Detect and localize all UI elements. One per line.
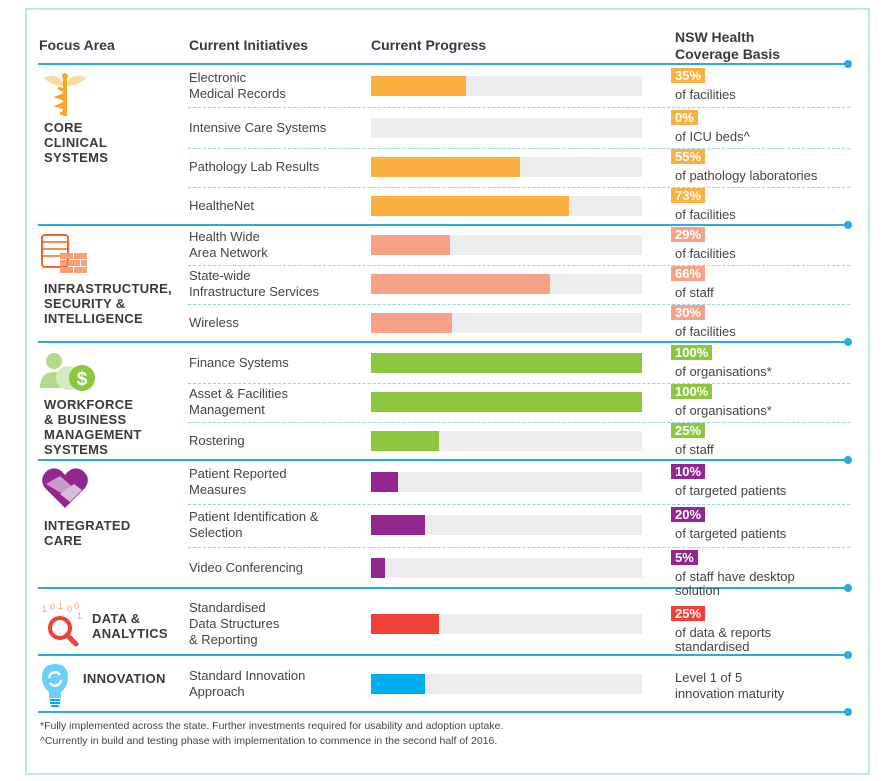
initiative-name [189,120,326,136]
coverage-basis-line: of ICU beds^ [675,129,750,144]
server-firewall-icon [40,233,90,283]
caduceus-icon [40,70,90,125]
focus-area-line: CORE [44,120,83,135]
divider-dot [844,708,852,716]
focus-area-line: SECURITY & [44,296,126,311]
row-divider [188,107,850,108]
initiative-name [189,668,305,700]
focus-area-line: SYSTEMS [44,442,109,457]
progress-bar [371,392,642,412]
coverage-badge: 55% [671,149,705,164]
coverage-badge: 100% [671,345,712,360]
coverage-badge: 30% [671,305,705,320]
coverage-badge: 25% [671,606,705,621]
divider-dot [844,584,852,592]
coverage-basis-line: of staff [675,285,714,300]
coverage-badge: 66% [671,266,705,281]
svg-text:0: 0 [50,602,56,612]
progress-bar [371,353,642,373]
coverage-basis [675,484,786,498]
svg-text:0: 0 [74,602,80,611]
initiative-line: Asset & Facilities [189,386,288,401]
row-divider [188,148,850,149]
progress-fill [371,196,569,216]
coverage-badge: 35% [671,68,705,83]
initiative-line: Approach [189,684,245,699]
coverage-basis-line: Level 1 of 5 [675,670,743,685]
coverage-basis [675,626,771,654]
initiative-name [189,315,239,331]
focus-area-line: DATA & [92,611,141,626]
svg-text:$: $ [76,369,88,390]
svg-text:0: 0 [67,604,73,614]
focus-area-label [44,518,131,548]
initiative-name [189,560,303,576]
coverage-badge: 73% [671,188,705,203]
coverage-badge: 10% [671,464,705,479]
initiative-name [189,198,254,214]
progress-fill [371,558,385,578]
coverage-basis [675,88,736,102]
row-divider [188,304,850,305]
people-dollar-icon [38,352,96,399]
initiative-line: Standard Innovation [189,668,306,683]
progress-fill [371,472,398,492]
header-progress: Current Progress [371,37,487,53]
initiative-name [189,159,319,175]
initiative-line: Patient Reported [189,466,287,481]
coverage-badge: 100% [671,384,712,399]
section-divider [38,711,848,713]
initiative-line: Selection [189,525,243,540]
initiative-line: Video Conferencing [189,560,303,575]
svg-text:1: 1 [77,611,83,621]
divider-dot [844,60,852,68]
header-focus-area: Focus Area [39,37,115,53]
section-divider [38,341,848,343]
row-divider [188,504,850,505]
progress-fill [371,431,439,451]
progress-bar [371,674,642,694]
coverage-basis-line: of facilities [675,324,736,339]
coverage-basis-line: of staff [675,442,714,457]
coverage-basis-line: of facilities [675,87,736,102]
coverage-badge: 0% [671,110,698,125]
progress-fill [371,274,550,294]
initiative-line: Electronic [189,70,247,85]
progress-bar [371,614,642,634]
focus-area-line: INNOVATION [83,671,166,686]
coverage-basis [675,670,784,702]
magnifier-data-icon [40,602,86,657]
initiative-line: HealtheNet [189,198,255,213]
coverage-badge: 29% [671,227,705,242]
initiative-line: Medical Records [189,86,286,101]
coverage-basis-line: innovation maturity [675,686,785,701]
coverage-basis-line: of pathology laboratories [675,168,818,183]
focus-area-line: WORKFORCE [44,397,134,412]
header-coverage [675,29,780,63]
header-coverage-line1: NSW Health [675,29,755,45]
footnote-asterisk: *Fully implemented across the state. Further investments required for usability and adoption uptake. [40,720,504,732]
svg-text:1: 1 [58,602,64,611]
progress-bar [371,196,642,216]
row-divider [188,187,850,188]
coverage-badge: 25% [671,423,705,438]
progress-fill [371,515,425,535]
lightbulb-icon [40,662,70,713]
coverage-basis [675,325,736,339]
initiative-line: Standardised [189,600,266,615]
initiative-line: Data Structures [189,616,280,631]
initiative-line: Health Wide [189,229,260,244]
focus-area-line: & BUSINESS [44,412,127,427]
initiative-line: State-wide [189,268,251,283]
focus-area-line: CLINICAL [44,135,108,150]
svg-text:1: 1 [42,604,48,614]
coverage-basis [675,286,714,300]
focus-area-line: INFRASTRUCTURE, [44,281,172,296]
initiative-name [189,600,279,648]
coverage-basis [675,365,772,379]
coverage-basis-line: of targeted patients [675,483,787,498]
initiative-name [189,386,288,418]
coverage-basis [675,130,750,144]
initiative-name [189,466,287,498]
header-coverage-line2: Coverage Basis [675,46,781,62]
row-divider [188,422,850,423]
focus-area-label [44,281,172,326]
initiative-name [189,355,289,371]
focus-area-line: INTEGRATED [44,518,131,533]
header-initiatives: Current Initiatives [189,37,309,53]
coverage-basis-line: of organisations* [675,403,772,418]
divider-dot [844,221,852,229]
coverage-basis-line: of facilities [675,246,736,261]
focus-area-label [44,397,142,457]
coverage-basis-line: of organisations* [675,364,772,379]
focus-area-label [83,671,166,686]
coverage-basis [675,404,772,418]
initiative-name [189,433,245,449]
row-divider [188,547,850,548]
initiative-line: Finance Systems [189,355,289,370]
initiative-line: Measures [189,482,247,497]
progress-fill [371,235,450,255]
progress-bar [371,76,642,96]
progress-bar [371,472,642,492]
progress-fill [371,76,466,96]
initiative-line: & Reporting [189,632,258,647]
progress-fill [371,353,642,373]
coverage-basis-line: of targeted patients [675,526,787,541]
coverage-basis [675,208,736,222]
progress-bar [371,235,642,255]
focus-area-line: CARE [44,533,83,548]
initiative-line: Intensive Care Systems [189,120,327,135]
progress-bar [371,431,642,451]
coverage-basis-line: of data & reports [675,625,772,640]
progress-fill [371,392,642,412]
initiative-line: Management [189,402,265,417]
progress-bar [371,558,642,578]
progress-bar [371,274,642,294]
progress-bar [371,157,642,177]
coverage-basis-line: of staff have desktop [675,569,795,584]
initiative-line: Infrastructure Services [189,284,320,299]
initiative-name [189,268,319,300]
initiative-line: Patient Identification & [189,509,319,524]
coverage-basis [675,247,736,261]
divider-dot [844,338,852,346]
coverage-basis [675,443,714,457]
coverage-basis [675,570,795,598]
focus-area-line: SYSTEMS [44,150,109,165]
progress-fill [371,157,520,177]
initiative-line: Area Network [189,245,268,260]
coverage-basis [675,527,786,541]
section-divider [38,224,848,226]
coverage-badge: 20% [671,507,705,522]
initiative-line: Wireless [189,315,239,330]
focus-area-line: ANALYTICS [92,626,168,641]
divider-dot [844,456,852,464]
progress-fill [371,313,452,333]
coverage-badge: 5% [671,550,698,565]
initiative-name [189,229,268,261]
focus-area-line: MANAGEMENT [44,427,142,442]
progress-fill [371,614,439,634]
footnote-caret: ^Currently in build and testing phase with implementation to commence in the second half of 2016. [40,735,498,747]
section-divider [38,459,848,461]
coverage-basis-line: solution [675,583,720,598]
initiative-name [189,70,286,102]
progress-bar [371,313,642,333]
section-divider [38,654,848,656]
coverage-basis-line: of facilities [675,207,736,222]
coverage-basis-line: standardised [675,639,750,654]
row-divider [188,265,850,266]
progress-bar [371,118,642,138]
initiative-name [189,509,318,541]
focus-area-label [44,120,108,165]
handshake-heart-icon [40,466,90,516]
initiative-line: Rostering [189,433,245,448]
divider-dot [844,651,852,659]
progress-fill [371,674,425,694]
section-divider [38,63,848,65]
focus-area-line: INTELLIGENCE [44,311,143,326]
row-divider [188,383,850,384]
coverage-basis [675,169,817,183]
progress-bar [371,515,642,535]
focus-area-label [92,611,168,641]
initiative-line: Pathology Lab Results [189,159,320,174]
